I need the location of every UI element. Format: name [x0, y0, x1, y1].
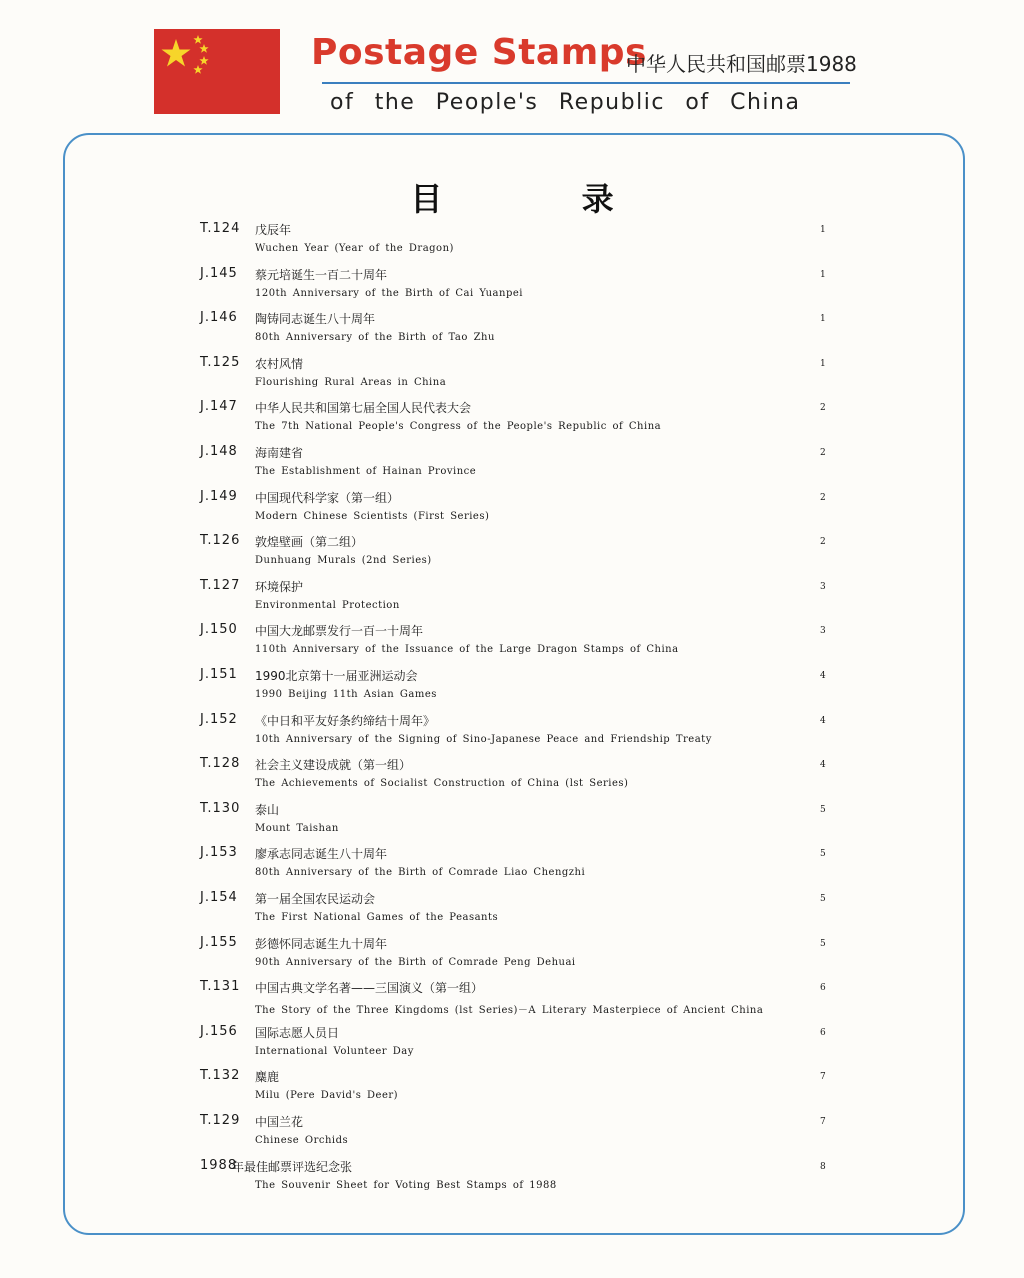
- stamp-title-english: Mount Taishan: [255, 823, 339, 834]
- title-divider: [322, 82, 850, 84]
- stamp-title-english: Dunhuang Murals (2nd Series): [255, 555, 432, 566]
- toc-entry: [0, 533, 1024, 577]
- stamp-title-chinese: 敦煌壁画（第二组）: [255, 535, 364, 549]
- stamp-title-chinese: 社会主义建设成就（第一组）: [255, 758, 412, 772]
- stamp-title-chinese: 环境保护: [255, 580, 304, 594]
- page-number: 2: [820, 493, 826, 503]
- page-number: 5: [820, 805, 826, 815]
- stamp-code: J.156: [200, 1024, 238, 1039]
- stamp-title-chinese: 农村风情: [255, 357, 304, 371]
- stamp-title-english: 90th Anniversary of the Birth of Comrade Peng Dehuai: [255, 957, 576, 968]
- page-number: 7: [820, 1072, 826, 1082]
- stamp-title-chinese: 海南建省: [255, 446, 304, 460]
- stamp-code: T.129: [200, 1113, 241, 1128]
- stamp-code: J.154: [200, 890, 238, 905]
- page-number: 5: [820, 939, 826, 949]
- stamp-code: J.149: [200, 489, 238, 504]
- toc-entry: [0, 310, 1024, 354]
- stamp-title-english: 1990 Beijing 11th Asian Games: [255, 689, 437, 700]
- toc-entry: [0, 1068, 1024, 1112]
- stamp-code: J.153: [200, 845, 238, 860]
- toc-entry: [0, 399, 1024, 443]
- stamp-code: J.147: [200, 399, 238, 414]
- stamp-title-english: 110th Anniversary of the Issuance of the Large Dragon Stamps of China: [255, 644, 679, 655]
- toc-entry: [0, 979, 1024, 1023]
- stamp-title-chinese: 廖承志同志诞生八十周年: [255, 847, 388, 861]
- page-number: 1: [820, 270, 826, 280]
- page-number: 5: [820, 849, 826, 859]
- stamp-title-chinese: 戊辰年: [255, 223, 292, 237]
- stamp-title-english: The 7th National People's Congress of the People's Republic of China: [255, 421, 662, 432]
- stamp-code: T.127: [200, 578, 241, 593]
- page-number: 7: [820, 1117, 826, 1127]
- stamp-title-chinese: 麋鹿: [255, 1070, 280, 1084]
- toc-entry: [0, 756, 1024, 800]
- stamp-title-english: 120th Anniversary of the Birth of Cai Yuanpei: [255, 288, 523, 299]
- stamp-title-english: Chinese Orchids: [255, 1135, 349, 1146]
- page-number: 3: [820, 626, 826, 636]
- toc-entry: [0, 712, 1024, 756]
- page-number: 2: [820, 537, 826, 547]
- stamp-title-chinese: 中华人民共和国第七届全国人民代表大会: [255, 401, 472, 415]
- toc-entry: [0, 444, 1024, 488]
- stamp-title-chinese: 《中日和平友好条约缔结十周年》: [255, 714, 436, 728]
- page-number: 4: [820, 716, 826, 726]
- page-number: 4: [820, 760, 826, 770]
- stamp-title-chinese: 年最佳邮票评选纪念张: [232, 1160, 353, 1174]
- page-number: 3: [820, 582, 826, 592]
- stamp-title-chinese: 国际志愿人员日: [255, 1026, 340, 1040]
- stamp-title-chinese: 陶铸同志诞生八十周年: [255, 312, 376, 326]
- stamp-code: T.126: [200, 533, 241, 548]
- toc-entry: [0, 667, 1024, 711]
- stamp-title-english: The Souvenir Sheet for Voting Best Stamps of 1988: [255, 1180, 557, 1191]
- stamp-title-english: Milu (Pere David's Deer): [255, 1090, 399, 1101]
- toc-entry: [0, 1158, 1024, 1202]
- page-number: 2: [820, 403, 826, 413]
- toc-entry: [0, 801, 1024, 845]
- stamp-code: T.124: [200, 221, 241, 236]
- stamp-title-english: The Establishment of Hainan Province: [255, 466, 477, 477]
- stamp-code: T.130: [200, 801, 241, 816]
- stamp-title-english: The First National Games of the Peasants: [255, 912, 499, 923]
- stamp-title-english: Environmental Protection: [255, 600, 400, 611]
- stamp-title-chinese: 中国古典文学名著——三国演义（第一组）: [255, 981, 484, 995]
- stamp-title-english: Modern Chinese Scientists (First Series): [255, 511, 490, 522]
- page-number: 6: [820, 983, 826, 993]
- stamp-code: T.125: [200, 355, 241, 370]
- stamp-title-chinese: 1990北京第十一届亚洲运动会: [255, 669, 418, 683]
- stamp-title-english: International Volunteer Day: [255, 1046, 414, 1057]
- stamp-code: J.151: [200, 667, 238, 682]
- stamp-code: T.131: [200, 979, 241, 994]
- page-number: 2: [820, 448, 826, 458]
- stamp-title-english: Flourishing Rural Areas in China: [255, 377, 447, 388]
- page-number: 5: [820, 894, 826, 904]
- page-number: 1: [820, 359, 826, 369]
- toc-entry: [0, 578, 1024, 622]
- stamp-title-english: 80th Anniversary of the Birth of Tao Zhu: [255, 332, 495, 343]
- prc-flag-icon: [154, 29, 280, 114]
- stamp-title-english: The Achievements of Socialist Construction of China (lst Series): [255, 778, 629, 789]
- toc-entry: [0, 845, 1024, 889]
- page-number: 1: [820, 314, 826, 324]
- toc-entry: [0, 355, 1024, 399]
- stamp-title-chinese: 中国兰花: [255, 1115, 304, 1129]
- stamp-title-chinese: 中国现代科学家（第一组）: [255, 491, 400, 505]
- toc-entry: [0, 489, 1024, 533]
- stamp-code: J.146: [200, 310, 238, 325]
- stamp-code: J.150: [200, 622, 238, 637]
- stamp-code: T.132: [200, 1068, 241, 1083]
- page-title-chinese: 中华人民共和国邮票1988: [626, 52, 857, 76]
- stamp-title-chinese: 彭德怀同志诞生九十周年: [255, 937, 388, 951]
- stamp-code: J.148: [200, 444, 238, 459]
- toc-entry: [0, 221, 1024, 265]
- stamp-code: J.145: [200, 266, 238, 281]
- stamp-title-english: 80th Anniversary of the Birth of Comrade Liao Chengzhi: [255, 867, 586, 878]
- stamp-title-english: Wuchen Year (Year of the Dragon): [255, 243, 454, 254]
- toc-entry: [0, 622, 1024, 666]
- page-number: 4: [820, 671, 826, 681]
- toc-entry: [0, 935, 1024, 979]
- stamp-code: 1988: [200, 1158, 238, 1173]
- stamp-code: T.128: [200, 756, 241, 771]
- toc-entry: [0, 890, 1024, 934]
- stamp-title-chinese: 泰山: [255, 803, 280, 817]
- page-number: 1: [820, 225, 826, 235]
- stamp-code: J.155: [200, 935, 238, 950]
- toc-entry: [0, 1024, 1024, 1068]
- stamp-code: J.152: [200, 712, 238, 727]
- toc-heading: 目 录: [410, 180, 678, 218]
- page-subtitle: of the People's Republic of China: [330, 90, 801, 115]
- toc-entry: [0, 266, 1024, 310]
- stamp-title-english: The Story of the Three Kingdoms (lst Series)－A Literary Masterpiece of Ancient China: [255, 1005, 764, 1016]
- stamp-title-english: 10th Anniversary of the Signing of Sino-Japanese Peace and Friendship Treaty: [255, 734, 712, 745]
- stamp-title-chinese: 第一届全国农民运动会: [255, 892, 376, 906]
- stamp-title-chinese: 蔡元培诞生一百二十周年: [255, 268, 388, 282]
- page-number: 6: [820, 1028, 826, 1038]
- stamp-title-chinese: 中国大龙邮票发行一百一十周年: [255, 624, 424, 638]
- page-title: Postage Stamps: [311, 32, 647, 73]
- toc-entry: [0, 1113, 1024, 1157]
- page-number: 8: [820, 1162, 826, 1172]
